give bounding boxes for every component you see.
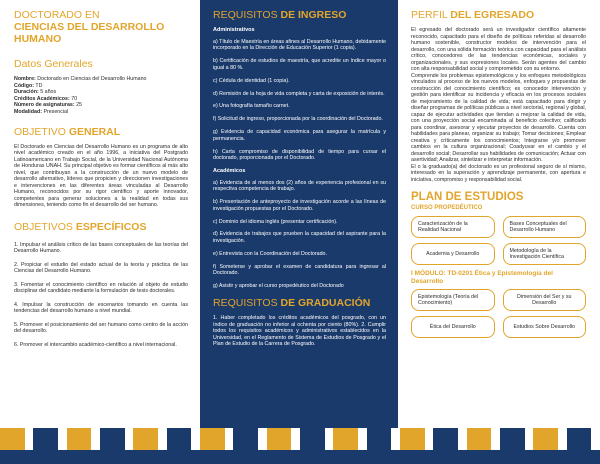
course-box: Dimensión del Ser y su Desarrollo: [503, 289, 587, 311]
stripe-block: [267, 428, 292, 450]
stripe-block: [58, 428, 67, 450]
stripe-block: [258, 428, 267, 450]
stripe-block: [367, 428, 392, 450]
stripe-block: [391, 428, 400, 450]
course-box: Bases Conceptuales del Desarrollo Humano: [503, 216, 587, 238]
stripe-block: [400, 428, 425, 450]
course-box: Academia y Desarrollo: [411, 243, 495, 265]
stripe-block: [325, 428, 334, 450]
req-acad-f: f) Someterse y aprobar el examen de candidatura para ingresar al Doctorado.: [213, 263, 386, 277]
footer-checker-pattern: [0, 428, 600, 450]
stripe-block: [91, 428, 100, 450]
stripe-block: [225, 428, 234, 450]
datos-generales-heading: Datos Generales: [14, 58, 93, 70]
course-box: Metodología de la Investigación Científica: [503, 243, 587, 265]
stripe-block: [33, 428, 58, 450]
req-admin-e: e) Una fotografía tamaño carnet.: [213, 103, 290, 110]
stripe-block: [200, 428, 225, 450]
objetivo-especifico-6: 6. Promover el intercambio académico-científico a nivel internacional.: [14, 341, 177, 348]
stripe-block: [167, 428, 192, 450]
stripe-block: [358, 428, 367, 450]
stripe-block: [0, 428, 25, 450]
course-box: Caracterización de la Realidad Nacional: [411, 216, 495, 238]
course-box: Epistemología (Teoría del Conocimiento): [411, 289, 495, 311]
dato-duracion: Duración: 5 años: [14, 89, 57, 96]
req-admin-c: c) Cédula de identidad (1 copia).: [213, 77, 290, 84]
curso-propedeutico-grid: [411, 216, 586, 265]
stripe-block: [100, 428, 125, 450]
right-panel: [398, 0, 600, 428]
requisitos-graduacion-heading: REQUISITOS DE GRADUACIÓN: [213, 297, 371, 310]
academicos-label: Académicos: [213, 167, 246, 174]
stripe-block: [133, 428, 158, 450]
dato-codigo: Código: TD: [14, 82, 43, 89]
req-admin-h: h) Carta compromiso de disponibilidad de tiempo para cursar el doctorado, proporcionada por el Doctorado.: [213, 148, 386, 161]
req-admin-g: g) Evidencia de capacidad económica para asegurar la matrícula y permanencia.: [213, 129, 386, 142]
stripe-block: [300, 428, 325, 450]
modulo-1-title: I MÓDULO: TD-0201 Ética y Epistemología del Desarrollo: [411, 270, 553, 285]
plan-estudios-title: PLAN DE ESTUDIOS: [411, 191, 524, 203]
middle-panel: [200, 0, 398, 428]
req-acad-a: a) Evidencia de al menos dos (2) años de experiencia profesional en su respectiva competencia de trabajo.: [213, 179, 386, 193]
course-box: Ética del Desarrollo: [411, 316, 495, 338]
objetivo-especifico-2: 2. Propiciar el estudio del estado actual de la teoría y práctica de las Ciencias del Desarrollo Humano.: [14, 261, 188, 275]
decorative-footer-stripe: [0, 428, 600, 464]
stripe-block: [533, 428, 558, 450]
stripe-block: [433, 428, 458, 450]
stripe-block: [525, 428, 534, 450]
course-box: Estudios Sobre Desarrollo: [503, 316, 587, 338]
objetivo-general-heading: OBJETIVO GENERAL: [14, 125, 121, 138]
stripe-block: [567, 428, 592, 450]
stripe-block: [491, 428, 500, 450]
stripe-block: [467, 428, 492, 450]
left-panel: [0, 0, 200, 428]
stripe-block: [558, 428, 567, 450]
req-admin-f: f) Solicitud de ingreso, proporcionada por la coordinación del Doctorado.: [213, 116, 383, 123]
stripe-block: [591, 428, 600, 450]
program-title-line-1: DOCTORADO EN: [14, 9, 100, 21]
objetivo-especifico-4: 4. Impulsar la construcción de escenarios tomando en cuenta las tendencias del desarrollo humano a nivel mundial.: [14, 301, 188, 315]
stripe-block: [458, 428, 467, 450]
req-acad-e: e) Entrevista con la Coordinación del Doctorado.: [213, 250, 327, 257]
objetivo-especifico-5: 5. Promover el posicionamiento del ser humano como centro de la acción del desarrollo.: [14, 321, 188, 335]
dato-asignaturas: Número de asignaturas: 25: [14, 102, 83, 109]
objetivo-especifico-1: 1. Impulsar el análisis crítico de las bases conceptuales de las teorías del Desarrollo Humano.: [14, 241, 188, 255]
stripe-block: [333, 428, 358, 450]
req-acad-b: b) Presentación de anteproyecto de investigación acorde a las líneas de investigación propuestas por el Doctorado.: [213, 199, 386, 212]
stripe-block: [191, 428, 200, 450]
objetivo-especifico-3: 3. Fomentar el conocimiento científico en relación al objeto de estudio disciplinar del candidato mediante la formulación de tesis doctorales.: [14, 281, 188, 295]
objetivo-general-text: El Doctorado en Ciencias del Desarrollo Humano es un programa de alto nivel académico creado en el año 1996, a iniciativa del Postgrado Latinoamericano en Trabajo Social, de la Universidad Nacional Autónoma de Honduras UNAH. Su principal objetivo es formar científicos al más alto nivel, que contribuyan a la construcción de un nuevo modelo de desarrollo alternativo, líderes que propicien y direccionen investigaciones e intervenciones en las diferentes áreas vinculadas al Desarrollo Humano, reconocidos por su rigor científico y aporte innovador, competentes para generar soluciones a la realidad en todas sus dimensiones, teniendo como fin el desarrollo del ser humano.: [14, 143, 188, 209]
stripe-block: [291, 428, 300, 450]
req-graduacion-text: 1. Haber completado los créditos académicos del posgrado, con un índice de graduación no inferior al ochenta por ciento (80%). 2. Cumplir todos los requisitos académicos y administrativos establecidos en la Universidad, en el Reglamento de Sistema de Estudios de Posgrado y el Plan de Estudio de la Carrera de Posgrado.: [213, 315, 386, 347]
stripe-block: [425, 428, 434, 450]
program-title: [14, 9, 188, 45]
stripe-block: [233, 428, 258, 450]
perfil-egresado-heading: PERFIL DEL EGRESADO: [411, 9, 535, 21]
dato-modalidad: Modalidad: Presencial: [14, 108, 69, 115]
dato-nombre: Nombre: Doctorado en Ciencias del Desarrollo Humano: [14, 76, 147, 82]
stripe-block: [67, 428, 92, 450]
requisitos-ingreso-heading: REQUISITOS DE INGRESO: [213, 9, 347, 21]
program-title-line-2: CIENCIAS DEL DESARROLLO: [14, 21, 165, 33]
administrativos-label: Administrativos: [213, 27, 255, 33]
objetivos-especificos-heading: OBJETIVOS ESPECÍFICOS: [14, 220, 147, 233]
modulo-1-grid: [411, 289, 586, 338]
req-acad-d: d) Evidencia de trabajos que prueben la capacidad del aspirante para la investigación.: [213, 231, 386, 244]
req-admin-a: a) Título de Maestría en áreas afines al Desarrollo Humano, debidamente incorporado en la Dirección de Educación Superior (1 copia).: [213, 39, 386, 52]
stripe-block: [25, 428, 34, 450]
req-acad-g: g) Asistir y aprobar el curso propedéutico del Doctorado: [213, 282, 344, 289]
program-title-line-3: HUMANO: [14, 33, 62, 45]
stripe-block: [158, 428, 167, 450]
req-admin-d: d) Remisión de la hoja de vida completa y carta de exposición de interés.: [213, 90, 385, 97]
curso-propedeutico-label: CURSO PROPEDÉUTICO: [411, 205, 483, 211]
perfil-paragraph-3: El o la graduado(a) del doctorado es un profesional seguro de sí mismo, interesado en la superación y aprendizaje permanente, con apertura e iniciativa, compromiso y responsabilidad social.: [411, 163, 586, 183]
datos-generales-list: [14, 76, 188, 116]
stripe-block: [125, 428, 134, 450]
dato-creditos: Créditos Académicos: 70: [14, 95, 78, 102]
req-acad-c: c) Dominio del idioma inglés (presentar certificación).: [213, 218, 338, 225]
footer-navy-band: [0, 450, 600, 464]
req-admin-b: b) Certificación de estudios de maestría, que acredite un índice mayor o igual a 80 %.: [213, 58, 386, 71]
stripe-block: [500, 428, 525, 450]
perfil-paragraph-2: Comprende los problemas epistemológicos y los enfoques metodológicos vinculados al proceso de los nuevos modelos, enfoques y propuestas de construcción del conocimiento científico; es conocedor intervención y gestión para identificar su incidencia y eficacia en los procesos sociales de mejoramiento de la calidad de vida; está capacitado para dirigir y diseñar programas de políticas públicas a nivel sectorial, regional y global, capaz de ejecutar actividades que tiendan a mejorar la calidad de vida, con una proyección social encaminada al beneficio colectivo; calificado para coordinar, asesorar y ejecutar proyectos de desarrollo. Cuenta con habilidades para planear, organizar su trabajo; Tomar decisiones; Emplear creativa y críticamente los conocimientos; Integrarse y/o promover cambios en la cultura organizacional; Coadyuvar en el cambio y el desarrollo social; Desarrollar sus habilidades de comunicación; Actuar con asertividad; Analizar, sintetizar e interpretar información.: [411, 72, 586, 163]
perfil-paragraph-1: El egresado del doctorado será un investigador científico altamente reconocido, capacitado para el diseño de políticas referidas al desarrollo humano sostenible, constructor modelos de intervención para el desarrollo, con una sólida formación teórica con capacidad para el análisis crítico, conocedores de las tendencias económicas, sociales y organizacionales, y sus expresiones locales. Serán agentes del cambio con alta responsabilidad social y comprometido con su entorno.: [411, 27, 586, 72]
